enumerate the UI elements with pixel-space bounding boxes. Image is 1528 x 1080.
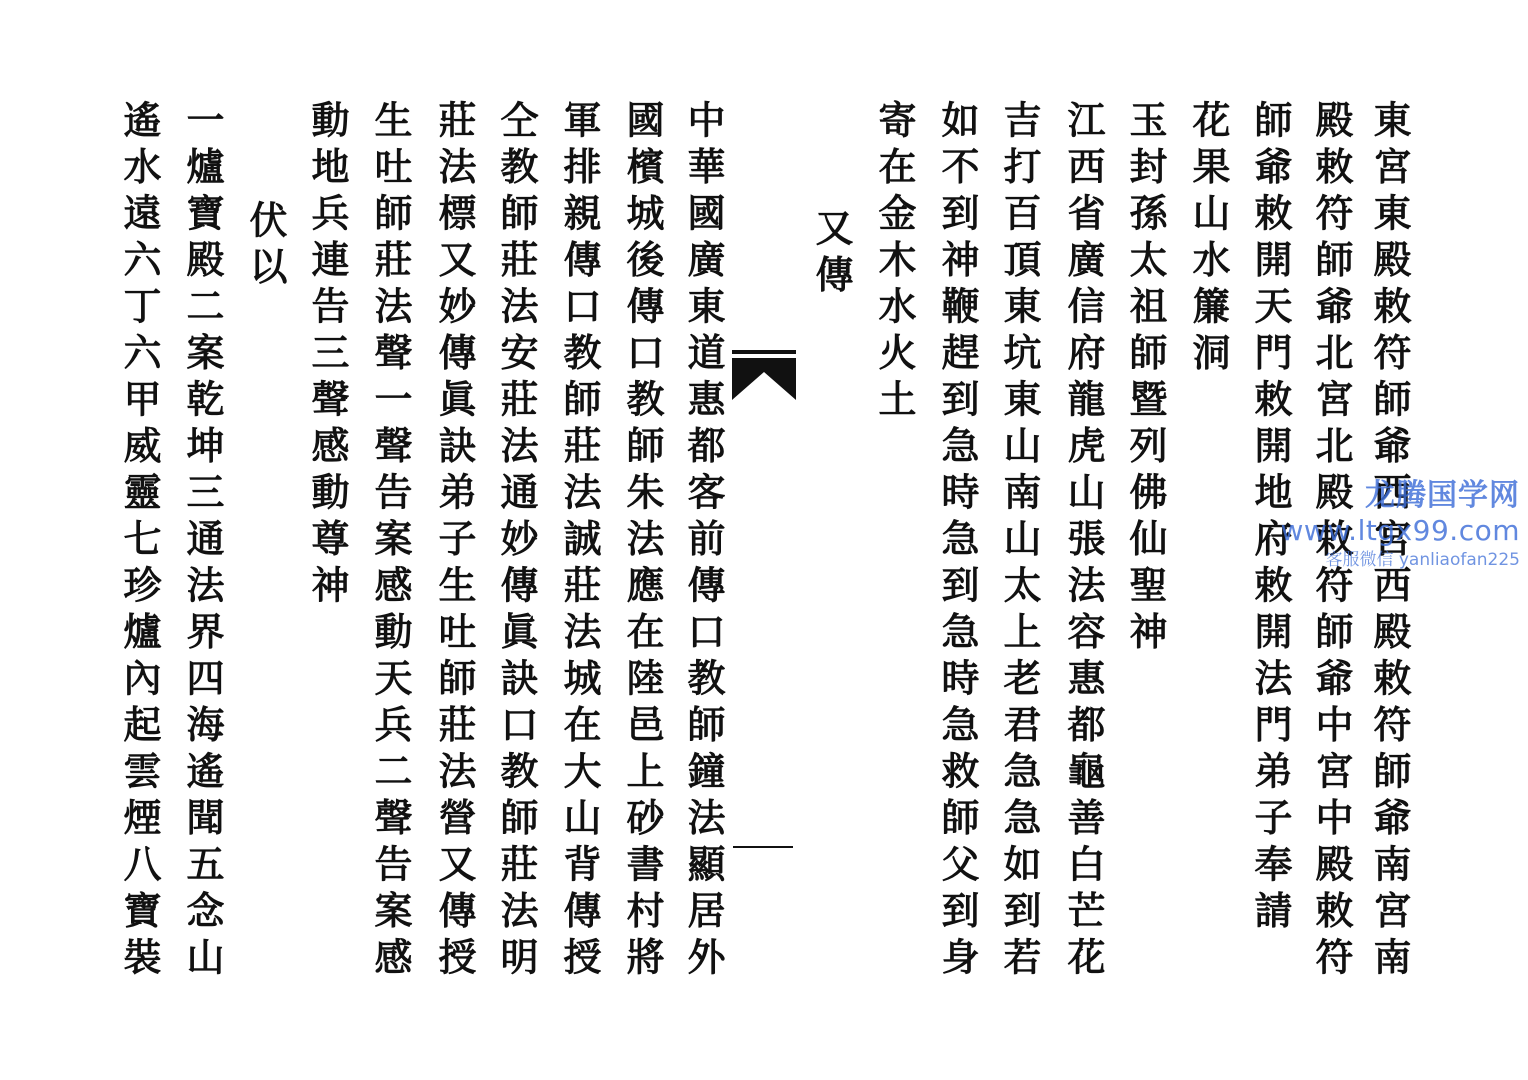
text-column-7: 吉打百頂東坑東山南山太上老君急急如到若 [997, 100, 1042, 984]
text-column-1: 東宮東殿敕符師爺西宮西殿敕符師爺南宮南 [1367, 100, 1412, 984]
text-column-16: 生吐師莊法聲一聲告案感動天兵二聲告案感 [368, 100, 413, 984]
watermark-url: www.ltgx99.com [1280, 514, 1520, 547]
text-column-13: 軍排親傳口教師莊法誠莊法城在大山背傳授 [557, 100, 602, 984]
text-column-14: 仝教師莊法安莊法通妙傳眞訣口教師莊法明 [494, 100, 539, 984]
fold-rule-mark [733, 846, 793, 848]
text-column-15: 莊法標又妙傳眞訣弟子生吐師莊法營又傳授 [432, 100, 477, 984]
text-column-11: 中華國廣東道惠都客前傳口教師鐘法顯居外 [681, 100, 726, 984]
text-column-18: 伏以 [243, 200, 288, 293]
text-column-2: 殿敕符師爺北宮北殿敕符師爺中宮中殿敕符 [1309, 100, 1354, 984]
watermark-contact: 客服微信 yanliaofan225 [1325, 550, 1520, 570]
text-column-5: 玉封孫太祖師暨列佛仙聖神 [1123, 100, 1168, 658]
text-column-17: 動地兵連告三聲感動尊神 [305, 100, 350, 612]
text-column-3: 師爺敕開天門敕開地府敕開法門弟子奉請 [1248, 100, 1293, 937]
watermark-title: 龙腾国学网 [1365, 478, 1520, 513]
text-column-19: 一爐寶殿二案乾坤三通法界四海遙聞五念山 [180, 100, 225, 984]
text-column-12: 國檳城後傳口教師朱法應在陸邑上砂書村將 [620, 100, 665, 984]
text-column-6: 江西省廣信府龍虎山張法容惠都龜善白芒花 [1061, 100, 1106, 984]
text-column-8: 如不到神鞭趕到急時急到急時急救師父到身 [935, 100, 980, 984]
text-column-10: 又傳 [809, 208, 854, 301]
text-column-9: 寄在金木水火土 [872, 100, 917, 426]
text-column-4: 花果山水簾洞 [1186, 100, 1231, 379]
watermark [1255, 478, 1520, 572]
text-column-20: 遙水遠六丁六甲威靈七珍爐內起雲煙八寶裝 [117, 100, 162, 984]
fold-chevron-mark [732, 350, 796, 400]
